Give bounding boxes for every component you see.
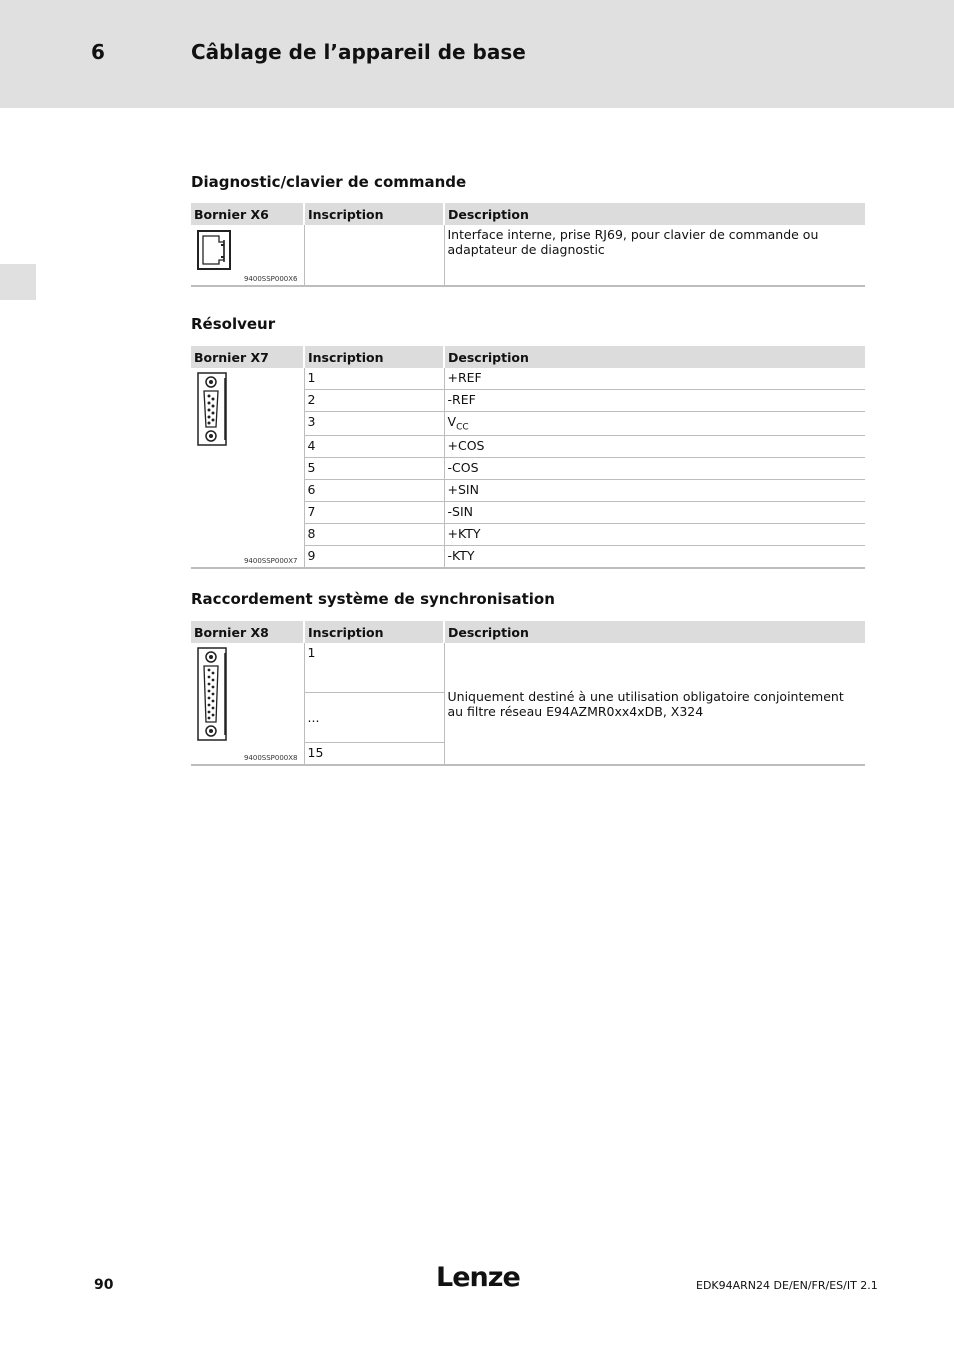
lenze-logo: Lenze <box>436 1262 520 1293</box>
side-tab-marker <box>0 264 36 300</box>
table-cell-inscription: 1 <box>304 368 444 390</box>
col-header-inscription: Inscription <box>304 346 444 368</box>
table-x7 <box>191 346 865 569</box>
table-cell-inscription: 7 <box>304 501 444 523</box>
section-title-diagnostic: Diagnostic/clavier de commande <box>191 173 467 191</box>
table-row <box>191 368 865 390</box>
col-header-inscription: Inscription <box>304 621 444 643</box>
table-cell-inscription: 9 <box>304 545 444 568</box>
table-cell-inscription: 4 <box>304 435 444 457</box>
col-header-bornier: Bornier X8 <box>191 621 304 643</box>
table-cell-inscription: 2 <box>304 390 444 412</box>
table-cell-inscription: 15 <box>304 743 444 766</box>
col-header-bornier: Bornier X6 <box>191 203 304 225</box>
col-header-bornier: Bornier X7 <box>191 346 304 368</box>
document-code: EDK94ARN24 DE/EN/FR/ES/IT 2.1 <box>696 1279 878 1292</box>
table-cell-description: +REF <box>444 368 865 390</box>
table-cell-inscription: ... <box>304 693 444 743</box>
vcc-subscript: CC <box>456 422 469 433</box>
chapter-title: Câblage de l’appareil de base <box>191 40 526 64</box>
table-cell-inscription: 8 <box>304 523 444 545</box>
vcc-label: V <box>447 414 457 429</box>
table-cell-description <box>444 412 865 436</box>
dsub15-connector-icon <box>197 647 229 741</box>
table-cell-inscription: 3 <box>304 412 444 436</box>
table-cell-inscription <box>304 225 444 286</box>
table-x8 <box>191 621 865 766</box>
connector-image-cell <box>191 368 304 568</box>
table-cell-description: +SIN <box>444 479 865 501</box>
section-title-sync: Raccordement système de synchronisation <box>191 590 555 608</box>
col-header-description: Description <box>444 203 865 225</box>
connector-image-cell <box>191 643 304 765</box>
image-code: 9400SSP000X7 <box>243 556 298 565</box>
table-row <box>191 643 865 693</box>
connector-image-cell <box>191 225 304 286</box>
table-cell-description: Uniquement destiné à une utilisation obligatoire conjointement au filtre réseau E94AZMR0xx4xDB, X324 <box>444 643 865 765</box>
image-code: 9400SSP000X6 <box>243 275 298 283</box>
table-cell-description: +KTY <box>444 523 865 545</box>
table-cell-inscription: 5 <box>304 457 444 479</box>
image-code: 9400SSP000X8 <box>243 754 298 762</box>
table-cell-description: -KTY <box>444 545 865 568</box>
col-header-description: Description <box>444 346 865 368</box>
table-cell-inscription: 6 <box>304 479 444 501</box>
col-header-description: Description <box>444 621 865 643</box>
table-cell-description: +COS <box>444 435 865 457</box>
chapter-number: 6 <box>91 40 105 64</box>
table-cell-inscription: 1 <box>304 643 444 693</box>
section-title-resolver: Résolveur <box>191 315 276 333</box>
page-number: 90 <box>94 1277 114 1293</box>
dsub9-connector-icon <box>197 372 229 446</box>
table-cell-description: -SIN <box>444 501 865 523</box>
table-cell-description: Interface interne, prise RJ69, pour clavier de commande ou adaptateur de diagnostic <box>444 225 865 286</box>
table-cell-description: -REF <box>444 390 865 412</box>
table-x6 <box>191 203 865 287</box>
table-cell-description: -COS <box>444 457 865 479</box>
rj45-connector-icon <box>197 230 231 270</box>
col-header-inscription: Inscription <box>304 203 444 225</box>
